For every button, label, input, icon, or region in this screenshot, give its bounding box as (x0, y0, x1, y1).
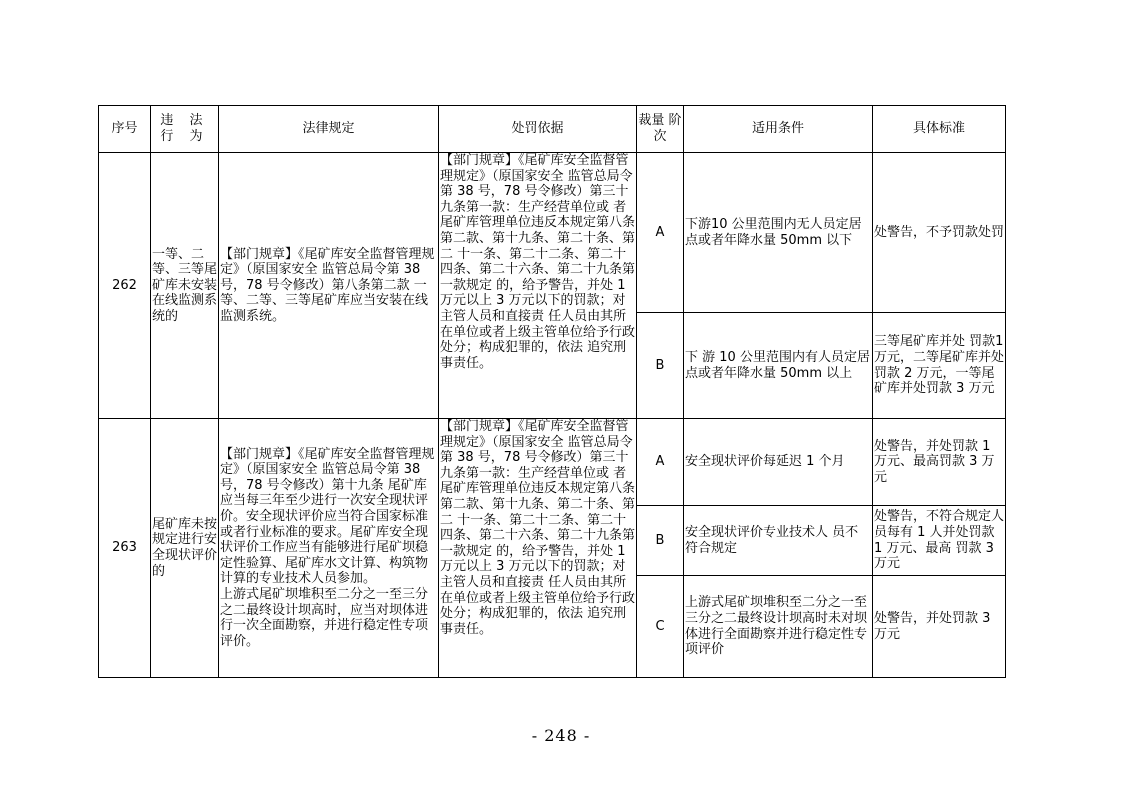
table-row (99, 153, 1006, 313)
row-standard: 处警告，并处罚款 3 万元 (873, 576, 1006, 678)
header-condition: 适用条件 (684, 106, 873, 153)
page-number: - 248 - (531, 726, 591, 745)
row-seq: 262 (99, 153, 151, 419)
row-violation: 尾矿库未按规定进行安全现状评价的 (151, 419, 219, 678)
row-standard: 三等尾矿库并处 罚款1 万元，二等尾矿库并处罚款 2 万元，一等尾矿库并处罚款 3 万元 (873, 313, 1006, 419)
header-seq: 序号 (99, 106, 151, 153)
row-condition: 下游10 公里范围内无人员定居点或者年降水量 50mm 以下 (684, 153, 873, 313)
row-seq: 263 (99, 419, 151, 678)
header-standard: 具体标准 (873, 106, 1006, 153)
table-row (99, 419, 1006, 506)
header-row (99, 106, 1006, 153)
row-standard: 处警告，不予罚款处罚 (873, 153, 1006, 313)
row-level: C (637, 576, 684, 678)
legal-text-extra: 上游式尾矿坝堆积至二分之一至三分之二最终设计坝高时，应当对坝体进行一次全面勘察，并进行稳定性专项评价。 (220, 586, 429, 649)
row-condition: 安全现状评价每延迟 1 个月 (684, 419, 873, 506)
row-standard: 处警告，并处罚款 1 万元、最高罚款 3 万元 (873, 419, 1006, 506)
row-condition: 安全现状评价专业技术人 员不符合规定 (684, 506, 873, 576)
header-violation: 违 法 行 为 (151, 106, 219, 153)
row-legal (219, 419, 439, 678)
legal-text: 【部门规章】《尾矿库安全监督管理规定》（原国家安全 监管总局令第 38 号，78 号令修改）第十九条 尾矿库应当每三年至少进行一次安全现状评价。安全现状评价应当符合国家标准或者行业标准的要求。尾矿库安全现状评价工作应当有能够进行尾矿坝稳定性验算、尾矿库水文计算、构筑物计算的专业技术人员参加。 (220, 446, 435, 587)
row-legal: 【部门规章】《尾矿库安全监督管理规定》（原国家安全 监管总局令第 38 号，78 号令修改）第八条第二款 一等、二等、三等尾矿库应当安装在线监测系统。 (219, 153, 439, 419)
row-level: A (637, 153, 684, 313)
row-level: B (637, 506, 684, 576)
row-violation: 一等、二等、三等尾矿库未安装在线监测系统的 (151, 153, 219, 419)
header-basis: 处罚依据 (439, 106, 637, 153)
row-basis: 【部门规章】《尾矿库安全监督管理规定》（原国家安全 监管总局令第 38 号，78 号令修改）第三十九条第一款：生产经营单位或 者尾矿库管理单位违反本规定第八条第二款、第十九条、第二十条、第二 十一条、第二十二条、第二十四条、第二十六条、第二十九条第一款规定 的，给予警告，并处 1 万元以上 3 万元以下的罚款；对主管人员和直接责 任人员由其所在单位或者上级主管单位给予行政处分；构成犯罪的，依法 追究刑事责任。 (439, 153, 637, 419)
row-condition: 下 游 10 公里范围内有人员定居点或者年降水量 50mm 以上 (684, 313, 873, 419)
row-basis: 【部门规章】《尾矿库安全监督管理规定》（原国家安全 监管总局令第 38 号，78 号令修改）第三十九条第一款：生产经营单位或 者尾矿库管理单位违反本规定第八条第二款、第十九条、第二十条、第二 十一条、第二十二条、第二十四条、第二十六条、第二十九条第一款规定 的，给予警告，并处 1 万元以上 3 万元以下的罚款；对主管人员和直接责 任人员由其所在单位或者上级主管单位给予行政处分；构成犯罪的，依法 追究刑事责任。 (439, 419, 637, 678)
row-level: A (637, 419, 684, 506)
penalty-table (98, 105, 1006, 678)
row-condition: 上游式尾矿坝堆积至二分之一至三分之二最终设计坝高时未对坝体进行全面勘察并进行稳定性专项评价 (684, 576, 873, 678)
header-legal: 法律规定 (219, 106, 439, 153)
row-standard: 处警告，不符合规定人员每有 1 人并处罚款 1 万元、最高 罚款 3 万元 (873, 506, 1006, 576)
header-level: 裁量 阶次 (637, 106, 684, 153)
row-level: B (637, 313, 684, 419)
